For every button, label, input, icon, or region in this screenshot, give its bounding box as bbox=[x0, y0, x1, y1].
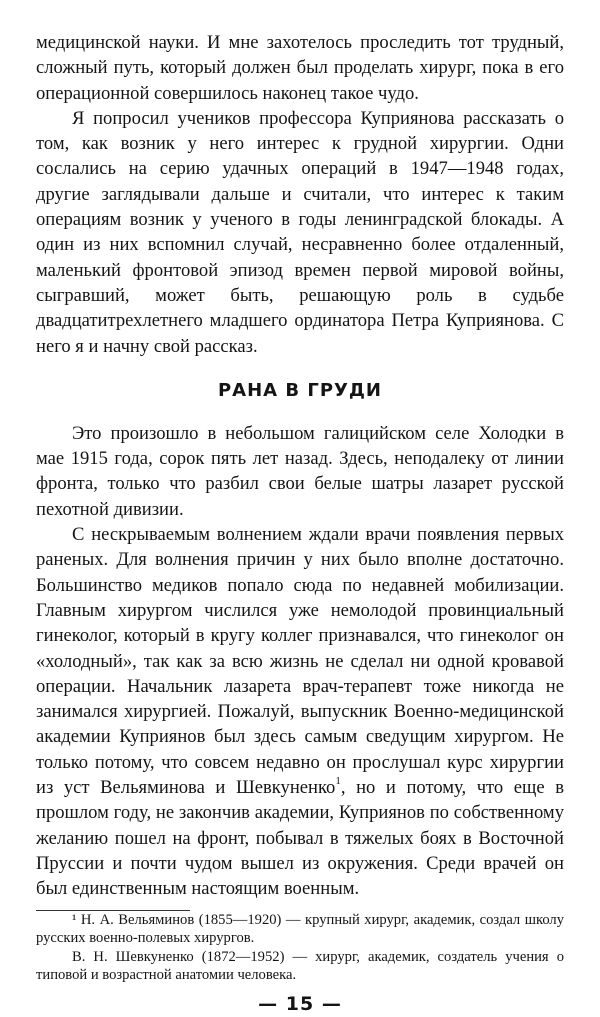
spacer bbox=[36, 403, 564, 421]
footnote-shevkunenko: В. Н. Шевкуненко (1872—1952) — хирург, академик, создатель учения о типовой и возрастной анатомии человека. bbox=[36, 948, 564, 983]
footnote-velyaminov: ¹ Н. А. Вельяминов (1855—1920) — крупный хирург, академик, создал школу русских военно-полевых хирургов. bbox=[36, 911, 564, 946]
spacer bbox=[36, 359, 564, 378]
section-heading: РАНА В ГРУДИ bbox=[217, 379, 382, 401]
paragraph-doctors bbox=[36, 522, 564, 901]
book-page bbox=[36, 30, 564, 1017]
paragraph-kholodki: Это произошло в небольшом галицийском селе Холодки в мае 1915 года, сорок пять лет назад. Здесь, неподалеку от линии фронта, только что разбил свои белые шатры лазарет русской пехотной дивизии. bbox=[36, 422, 564, 520]
paragraph-doctors-tail: , но и потому, что еще в прошлом году, не закончив академии, Куприянов по собственному желанию пошел на фронт, побывал в тяжелых боях в Восточной Пруссии и почти чудом вышел из окружения. Среди врачей он был единственным настоящим военным. bbox=[36, 777, 564, 900]
footnote-reference[interactable]: 1 bbox=[335, 774, 341, 787]
page-number: — 15 — bbox=[258, 992, 342, 1015]
paragraph-doctors-text: С нескрываемым волнением ждали врачи появления первых раненых. Для волнения причин у них было вполне достаточно. Большинство медиков попало сюда по недавней мобилизации. Главным хирургом числился уже немолодой провинциальный гинеколог, который в кругу коллег признавался, что гинеколог он «холодный», так как за всю жизнь не сделал ни одной кровавой операции. Начальник лазарета врач-терапевт тоже никогда не занимался хирургией. Пожалуй, выпускник Военно-медицинской академии Куприянов был здесь самым сведущим хирургом. Не только потому, что совсем недавно он прослушал курс хирургии из уст Вельяминова и Шевкуненко bbox=[36, 524, 564, 799]
paragraph-students: Я попросил учеников профессора Куприянова рассказать о том, как возник у него интерес к грудной хирургии. Одни сослались на серию удачных операций в 1947—1948 годах, другие заглядывали дальше и считали, что интерес к таким операциям возник у ученого в годы ленинградской блокады. А один из них вспомнил случай, несравненно более отдаленный, маленький фронтовой эпизод времен первой мировой войны, сыгравший, может быть, решающую роль в судьбе двадцатитрехлетнего младшего ординатора Петра Куприянова. С него я и начну свой рассказ. bbox=[36, 107, 564, 357]
paragraph-continuation: медицинской науки. И мне захотелось проследить тот трудный, сложный путь, который должен был проделать хирург, пока в его операционной совершилось наконец такое чудо. bbox=[36, 32, 564, 104]
